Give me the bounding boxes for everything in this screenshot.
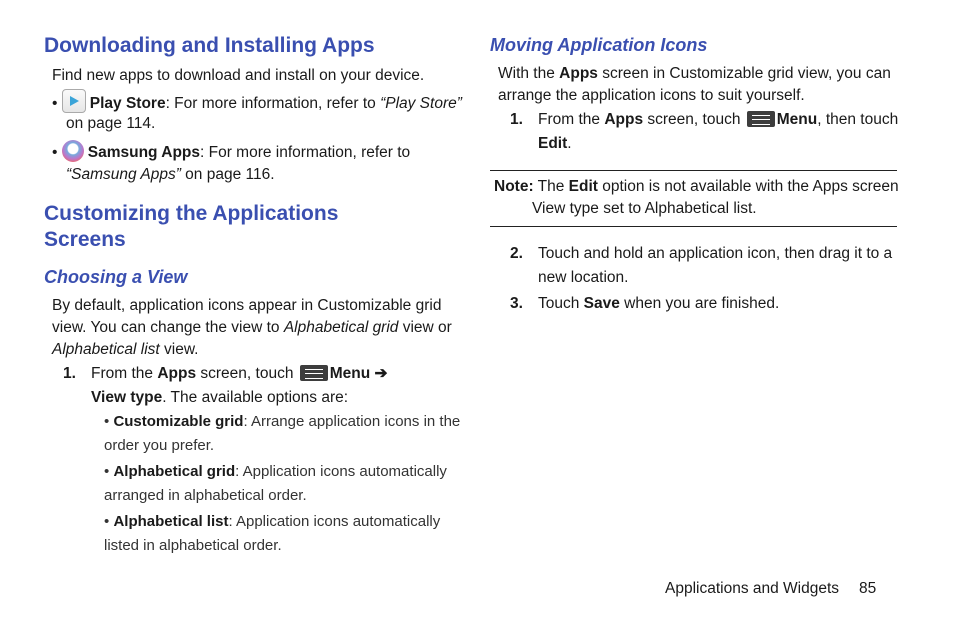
note-bottom-rule (490, 226, 897, 227)
para-line1: By default, application icons appear in Customizable grid (52, 297, 442, 314)
r-step1-line1: From the Apps screen, touch Menu, then touch (538, 111, 899, 128)
r-step1-num: 1. (510, 111, 523, 128)
para-line2: view. You can change the view to Alphabetical grid view or (52, 319, 452, 336)
moving-para-line2: arrange the application icons to suit yourself. (498, 87, 805, 104)
option-alphabetical-list: • Alphabetical list: Application icons automatically (104, 513, 441, 530)
r-step3-line: Touch Save when you are finished. (538, 295, 780, 312)
samsung-apps-ref[interactable]: “Samsung Apps” (66, 166, 181, 183)
r-step2-line1: Touch and hold an application icon, then drag it to a (538, 245, 893, 262)
menu-icon (300, 365, 328, 381)
note-line2: View type set to Alphabetical list. (532, 200, 757, 217)
samsung-apps-icon (62, 140, 84, 162)
step1-line2: View type. The available options are: (91, 389, 349, 406)
option-alphabetical-grid: • Alphabetical grid: Application icons automatically (104, 463, 447, 480)
play-store-item: • Play Store: For more information, refer to “Play Store” (52, 89, 462, 115)
option-alphabetical-grid-line2: arranged in alphabetical order. (104, 487, 307, 504)
footer-page-number: 85 (859, 580, 877, 597)
play-store-icon (62, 89, 86, 113)
note-label: Note: (494, 178, 534, 195)
intro-text: Find new apps to download and install on your device. (52, 67, 425, 84)
samsung-apps-label: Samsung Apps (87, 144, 200, 161)
play-store-label: Play Store (89, 95, 166, 112)
r-step2-num: 2. (510, 245, 523, 262)
heading-customizing-line2: Screens (44, 228, 126, 251)
step1-line1: From the Apps screen, touch Menu ➔ (91, 365, 388, 382)
samsung-apps-item: • Samsung Apps: For more information, refer to (52, 140, 410, 164)
moving-para-line1: With the Apps screen in Customizable grid view, you can (498, 65, 891, 82)
heading-customizing-line1: Customizing the Applications (44, 202, 339, 225)
note-line1: Note: The Edit option is not available with the Apps screen (494, 178, 899, 195)
play-store-page: on page 114. (66, 115, 156, 132)
footer-section-title: Applications and Widgets (665, 580, 840, 597)
option-customizable-grid-line2: order you prefer. (104, 437, 215, 454)
r-step2-line2: new location. (538, 269, 629, 286)
step1-num: 1. (63, 365, 76, 382)
play-store-ref[interactable]: “Play Store” (380, 95, 462, 112)
note-top-rule (490, 170, 897, 171)
r-step1-line2: Edit. (538, 135, 572, 152)
option-alphabetical-list-line2: listed in alphabetical order. (104, 537, 282, 554)
r-step3-num: 3. (510, 295, 523, 312)
samsung-apps-ref-line: “Samsung Apps” on page 116. (66, 166, 275, 183)
heading-downloading: Downloading and Installing Apps (44, 34, 375, 57)
heading-moving-icons: Moving Application Icons (490, 35, 708, 55)
para-line3: Alphabetical list view. (52, 341, 199, 358)
menu-icon (747, 111, 775, 127)
heading-choosing-view: Choosing a View (44, 267, 188, 287)
option-customizable-grid: • Customizable grid: Arrange application icons in the (104, 413, 461, 430)
